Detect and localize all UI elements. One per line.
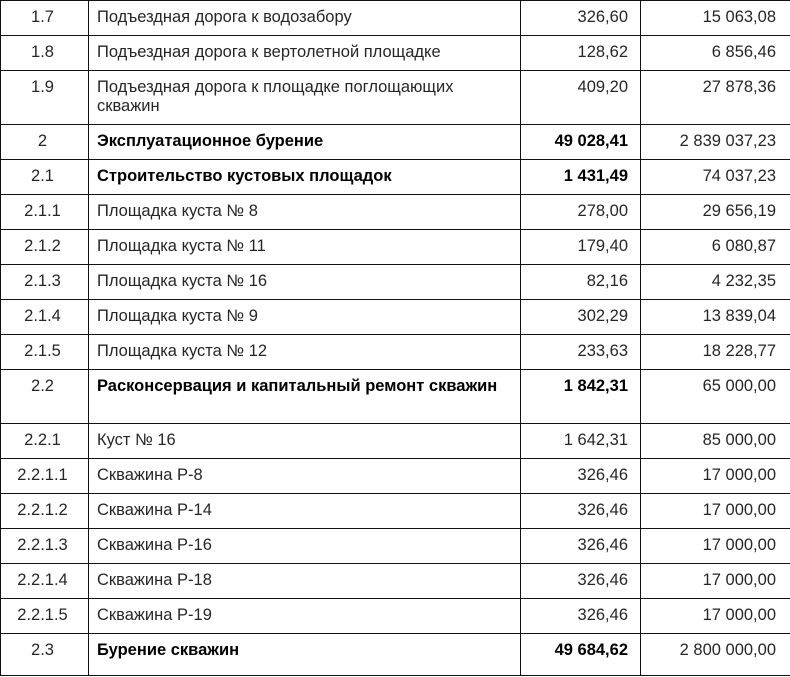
row-name: Скважина Р-14 [89,494,521,529]
row-value-2: 15 063,08 [641,1,790,36]
row-name: Площадка куста № 12 [89,335,521,370]
row-name: Строительство кустовых площадок [89,160,521,195]
row-value-1: 326,60 [521,1,641,36]
table-row [1,71,790,125]
row-name: Скважина Р-16 [89,529,521,564]
table-row [1,125,790,160]
table-row [1,459,790,494]
row-name: Подъездная дорога к водозабору [89,1,521,36]
row-name: Площадка куста № 8 [89,195,521,230]
row-number: 2.1.5 [1,335,89,370]
row-value-2: 17 000,00 [641,529,790,564]
table-row [1,265,790,300]
table-row [1,36,790,71]
row-number: 2.2.1.2 [1,494,89,529]
row-value-2: 74 037,23 [641,160,790,195]
table-row [1,634,790,676]
row-number: 1.9 [1,71,89,125]
row-value-2: 4 232,35 [641,265,790,300]
row-value-1: 1 431,49 [521,160,641,195]
row-value-1: 179,40 [521,230,641,265]
row-value-2: 29 656,19 [641,195,790,230]
row-number: 2.2.1.3 [1,529,89,564]
row-name: Скважина Р-19 [89,599,521,634]
row-number: 1.7 [1,1,89,36]
row-number: 2.2.1.5 [1,599,89,634]
table-row [1,195,790,230]
row-name: Площадка куста № 16 [89,265,521,300]
row-value-1: 326,46 [521,564,641,599]
row-value-2: 2 839 037,23 [641,125,790,160]
row-value-1: 49 028,41 [521,125,641,160]
row-value-2: 85 000,00 [641,424,790,459]
table-row [1,160,790,195]
row-value-2: 17 000,00 [641,564,790,599]
row-number: 2.1.2 [1,230,89,265]
row-name: Скважина Р-8 [89,459,521,494]
row-number: 2.1.4 [1,300,89,335]
row-number: 2.3 [1,634,89,676]
row-number: 2 [1,125,89,160]
table-row [1,529,790,564]
row-name: Бурение скважин [89,634,521,676]
row-name: Подъездная дорога к вертолетной площадке [89,36,521,71]
row-value-2: 17 000,00 [641,459,790,494]
table-row [1,424,790,459]
row-number: 1.8 [1,36,89,71]
row-number: 2.2.1.1 [1,459,89,494]
row-value-2: 17 000,00 [641,494,790,529]
row-value-1: 326,46 [521,494,641,529]
row-value-1: 326,46 [521,599,641,634]
row-value-2: 65 000,00 [641,370,790,424]
table-row [1,494,790,529]
row-value-2: 2 800 000,00 [641,634,790,676]
table-row [1,1,790,36]
table-row [1,599,790,634]
table-row [1,564,790,599]
row-value-1: 409,20 [521,71,641,125]
row-number: 2.1.1 [1,195,89,230]
row-number: 2.2 [1,370,89,424]
table-row [1,370,790,424]
row-value-2: 13 839,04 [641,300,790,335]
row-name: Расконсервация и капитальный ремонт скважин [89,370,521,424]
row-name: Площадка куста № 9 [89,300,521,335]
row-number: 2.1.3 [1,265,89,300]
table-body [1,1,790,676]
row-number: 2.2.1 [1,424,89,459]
row-number: 2.1 [1,160,89,195]
row-value-2: 27 878,36 [641,71,790,125]
row-value-2: 6 080,87 [641,230,790,265]
table-row [1,300,790,335]
row-value-1: 82,16 [521,265,641,300]
row-value-1: 326,46 [521,459,641,494]
row-value-2: 18 228,77 [641,335,790,370]
table-row [1,335,790,370]
row-value-1: 1 642,31 [521,424,641,459]
row-value-2: 6 856,46 [641,36,790,71]
row-number: 2.2.1.4 [1,564,89,599]
row-name: Подъездная дорога к площадке поглощающих скважин [89,71,521,125]
row-name: Эксплуатационное бурение [89,125,521,160]
row-name: Куст № 16 [89,424,521,459]
row-value-1: 326,46 [521,529,641,564]
row-value-1: 49 684,62 [521,634,641,676]
row-value-1: 302,29 [521,300,641,335]
row-name: Площадка куста № 11 [89,230,521,265]
row-value-1: 278,00 [521,195,641,230]
row-value-2: 17 000,00 [641,599,790,634]
row-value-1: 233,63 [521,335,641,370]
row-value-1: 128,62 [521,36,641,71]
table-row [1,230,790,265]
row-name: Скважина Р-18 [89,564,521,599]
row-value-1: 1 842,31 [521,370,641,424]
